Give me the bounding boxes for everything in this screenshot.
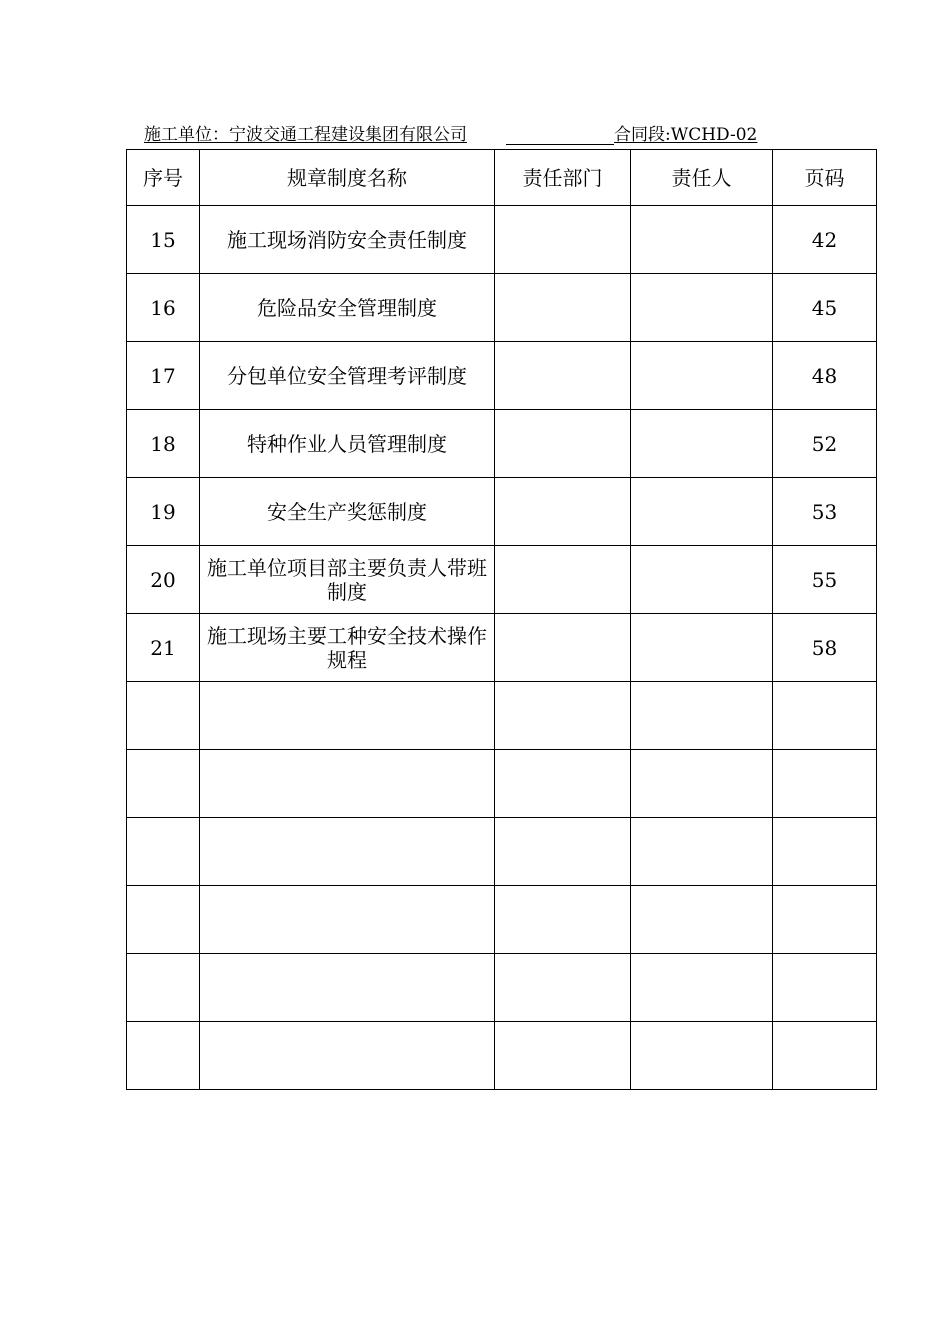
row-page: 53 (773, 478, 877, 546)
column-header-department: 责任部门 (495, 150, 631, 206)
column-header-regulation-name: 规章制度名称 (200, 150, 495, 206)
row-serial: 19 (127, 478, 200, 546)
row-page (773, 750, 877, 818)
column-header-serial: 序号 (127, 150, 200, 206)
row-department (495, 682, 631, 750)
table-row (127, 886, 877, 954)
table-row (127, 342, 877, 410)
contract-section-label: 合同段:WCHD-02 (614, 125, 758, 145)
row-page (773, 954, 877, 1022)
table-row (127, 750, 877, 818)
table-row (127, 410, 877, 478)
row-serial: 17 (127, 342, 200, 410)
header-underline-gap (506, 124, 614, 145)
row-page (773, 1022, 877, 1090)
row-person (631, 750, 773, 818)
row-department (495, 886, 631, 954)
row-regulation-name (200, 818, 495, 886)
regulations-index-table (126, 149, 877, 1090)
table-row (127, 954, 877, 1022)
row-person (631, 614, 773, 682)
row-department (495, 546, 631, 614)
table-row (127, 546, 877, 614)
table-row (127, 1022, 877, 1090)
row-serial (127, 682, 200, 750)
row-page: 45 (773, 274, 877, 342)
row-regulation-name: 安全生产奖惩制度 (200, 478, 495, 546)
row-person (631, 954, 773, 1022)
row-serial: 21 (127, 614, 200, 682)
row-regulation-name: 施工单位项目部主要负责人带班制度 (200, 546, 495, 614)
row-page: 48 (773, 342, 877, 410)
row-serial: 18 (127, 410, 200, 478)
row-serial: 15 (127, 206, 200, 274)
row-person (631, 1022, 773, 1090)
row-serial: 20 (127, 546, 200, 614)
row-regulation-name: 特种作业人员管理制度 (200, 410, 495, 478)
row-serial (127, 1022, 200, 1090)
row-regulation-name (200, 1022, 495, 1090)
row-department (495, 1022, 631, 1090)
document-header (144, 124, 784, 146)
row-regulation-name (200, 750, 495, 818)
row-department (495, 750, 631, 818)
row-person (631, 886, 773, 954)
row-department (495, 274, 631, 342)
construction-unit-label: 施工单位：宁波交通工程建设集团有限公司 (144, 125, 467, 145)
row-page: 55 (773, 546, 877, 614)
row-page: 58 (773, 614, 877, 682)
row-regulation-name: 危险品安全管理制度 (200, 274, 495, 342)
row-person (631, 546, 773, 614)
row-serial (127, 886, 200, 954)
table-row (127, 206, 877, 274)
row-regulation-name: 分包单位安全管理考评制度 (200, 342, 495, 410)
row-page: 52 (773, 410, 877, 478)
row-person (631, 342, 773, 410)
row-person (631, 818, 773, 886)
row-page: 42 (773, 206, 877, 274)
row-department (495, 410, 631, 478)
row-person (631, 682, 773, 750)
row-page (773, 818, 877, 886)
row-department (495, 614, 631, 682)
row-department (495, 954, 631, 1022)
row-serial: 16 (127, 274, 200, 342)
row-regulation-name (200, 954, 495, 1022)
row-person (631, 410, 773, 478)
row-page (773, 682, 877, 750)
row-regulation-name: 施工现场主要工种安全技术操作规程 (200, 614, 495, 682)
table-header-row (127, 150, 877, 206)
table-row (127, 274, 877, 342)
row-regulation-name (200, 682, 495, 750)
row-serial (127, 954, 200, 1022)
row-serial (127, 818, 200, 886)
row-person (631, 478, 773, 546)
table-row (127, 478, 877, 546)
table-row (127, 818, 877, 886)
row-regulation-name (200, 886, 495, 954)
row-regulation-name: 施工现场消防安全责任制度 (200, 206, 495, 274)
row-department (495, 478, 631, 546)
row-page (773, 886, 877, 954)
row-person (631, 206, 773, 274)
table-row (127, 614, 877, 682)
row-person (631, 274, 773, 342)
table-row (127, 682, 877, 750)
column-header-person: 责任人 (631, 150, 773, 206)
row-department (495, 342, 631, 410)
column-header-page: 页码 (773, 150, 877, 206)
row-department (495, 818, 631, 886)
row-serial (127, 750, 200, 818)
row-department (495, 206, 631, 274)
